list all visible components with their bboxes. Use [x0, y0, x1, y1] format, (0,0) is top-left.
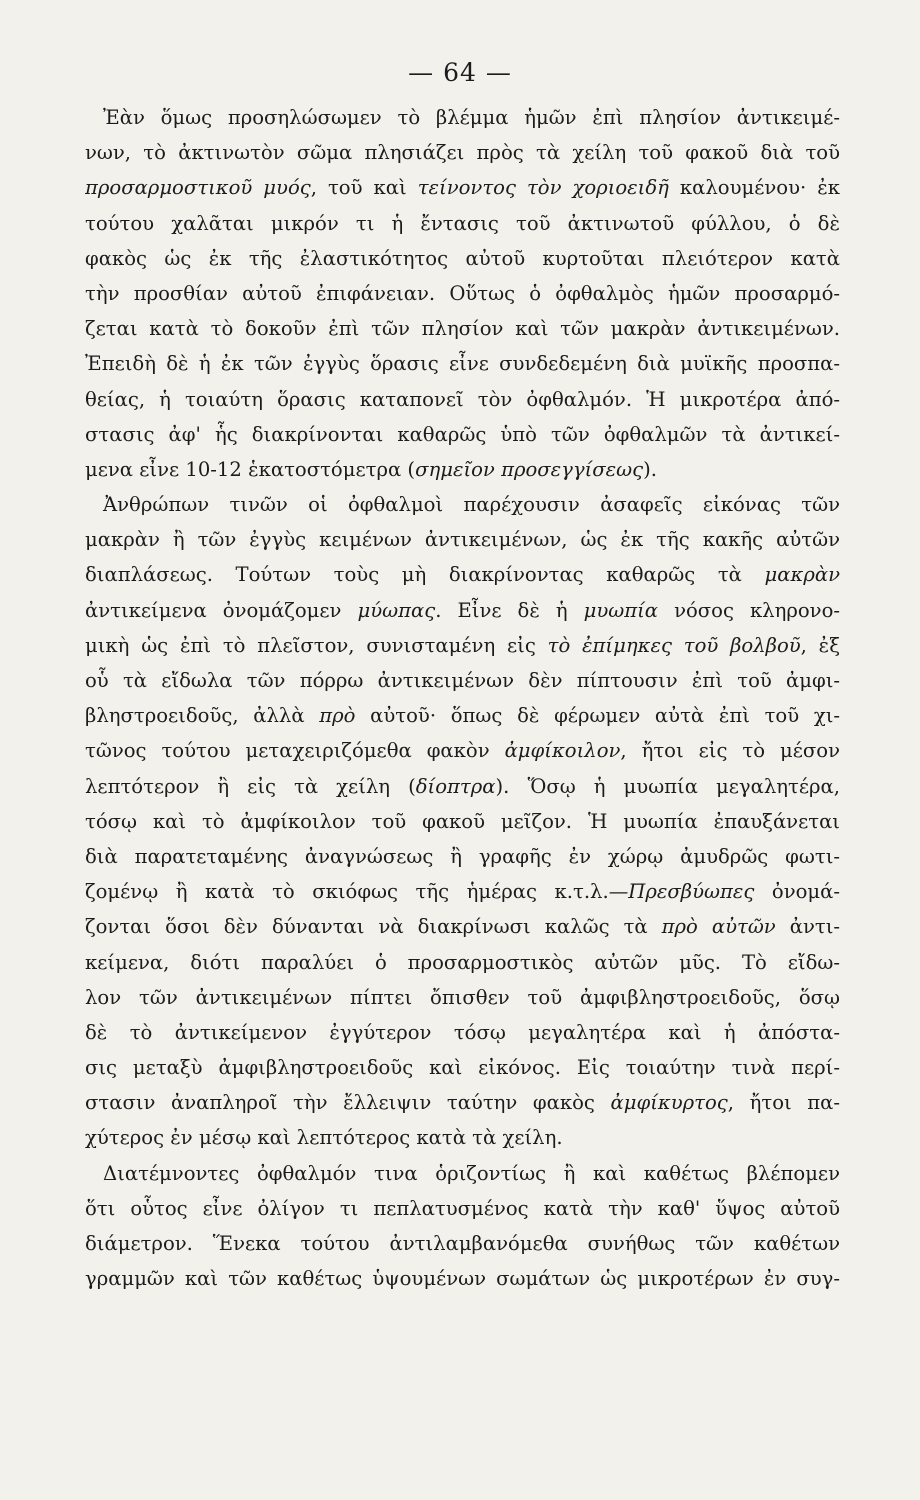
italic-term: τὸ ἐπίμηκες τοῦ βολβοῦ — [547, 633, 801, 657]
text-segment: στασιν ἀναπληροῖ τὴν ἔλλειψιν ταύτην φακὸς — [85, 1091, 611, 1115]
text-segment: Ἐὰν ὅμως προσηλώσωμεν τὸ βλέμμα ἡμῶν ἐπὶ πλησίον ἀντικειμέ- — [103, 106, 840, 129]
text-segment: διαπλάσεως. Τούτων τοὺς μὴ διακρίνοντας καθαρῶς τὰ — [85, 563, 765, 587]
text-line — [85, 980, 840, 1015]
italic-term: μακρὰν — [764, 563, 840, 587]
text-segment: ἀντικείμενα ὀνομάζομεν — [85, 598, 358, 622]
text-segment: τόσῳ καὶ τὸ ἀμφίκοιλον τοῦ φακοῦ μεῖζον. Ἡ μυωπία ἐπαυξάνεται — [85, 809, 840, 833]
italic-term: μύωπας — [357, 598, 436, 622]
text-line — [85, 1050, 840, 1085]
text-line — [85, 1015, 840, 1050]
text-segment: , ἤτοι πα- — [727, 1091, 840, 1115]
text-segment: θείας, ἡ τοιαύτη ὅρασις καταπονεῖ τὸν ὀφθαλμόν. Ἡ μικροτέρα ἀπό- — [85, 387, 840, 411]
text-segment: ζεται κατὰ τὸ δοκοῦν ἐπὶ τῶν πλησίον καὶ τῶν μακρὰν ἀντικειμένων. — [85, 317, 840, 341]
text-line — [85, 100, 840, 135]
page-number: — 64 — — [408, 58, 512, 87]
text-segment: τῶνος τούτου μεταχειριζόμεθα φακὸν — [85, 739, 505, 763]
text-segment: διάμετρον. Ἕνεκα τούτου ἀντιλαμβανόμεθα συνήθως τῶν καθέτων — [85, 1232, 840, 1255]
italic-term: προσαρμοστικοῦ μυός — [85, 176, 311, 200]
text-segment: Ἀνθρώπων τινῶν οἱ ὀφθαλμοὶ παρέχουσιν ἀσαφεῖς εἰκόνας τῶν — [103, 493, 840, 517]
text-segment: χύτερος ἐν μέσῳ καὶ λεπτότερος κατὰ τὰ χείλη. — [85, 1126, 563, 1150]
text-segment: . Εἶνε δὲ ἡ — [435, 598, 584, 622]
text-segment: ἀντι- — [775, 915, 840, 939]
text-line — [85, 839, 840, 874]
text-line — [85, 206, 840, 241]
text-segment: ὀνομά- — [754, 880, 840, 904]
text-line — [85, 733, 840, 768]
italic-term: σημεῖον προσεγγίσεως — [415, 457, 644, 481]
italic-term: ἀμφίκοιλον — [504, 739, 621, 763]
text-segment: δὲ τὸ ἀντικείμενον ἐγγύτερον τόσῳ μεγαλητέρα καὶ ἡ ἀπόστα- — [85, 1020, 840, 1044]
text-line — [85, 1156, 840, 1191]
text-line — [85, 593, 840, 628]
italic-term: Πρεσβύωπες — [628, 880, 755, 904]
text-segment: διὰ παρατεταμένης ἀναγνώσεως ἢ γραφῆς ἐν χώρῳ ἀμυδρῶς φωτι- — [85, 844, 840, 868]
text-line — [85, 487, 840, 522]
text-segment: , ἐξ — [800, 633, 840, 657]
text-segment: οὗ τὰ εἴδωλα τῶν πόρρω ἀντικειμένων δὲν πίπτουσιν ἐπὶ τοῦ ἀμφι- — [85, 669, 840, 692]
text-line — [85, 769, 840, 804]
text-segment: στασις ἀφ' ἧς διακρίνονται καθαρῶς ὑπὸ τῶν ὀφθαλμῶν τὰ ἀντικεί- — [85, 422, 840, 446]
text-segment: νόσος κληρονο- — [658, 598, 840, 622]
text-line — [85, 1191, 840, 1226]
text-line — [85, 241, 840, 276]
text-segment: τούτου χαλᾶται μικρόν τι ἡ ἔντασις τοῦ ἀκτινωτοῦ φύλλου, ὁ δὲ — [85, 211, 840, 235]
text-segment: λεπτότερον ἢ εἰς τὰ χείλη ( — [85, 774, 416, 798]
italic-term: ἀμφίκυρτος — [610, 1091, 728, 1115]
text-line — [85, 452, 840, 487]
text-segment: αὐτοῦ· ὅπως δὲ φέρωμεν αὐτὰ ἐπὶ τοῦ χι- — [355, 704, 840, 728]
italic-term: πρὸ αὐτῶν — [661, 915, 776, 939]
text-segment: , τοῦ καὶ — [310, 176, 418, 200]
text-segment: μακρὰν ἢ τῶν ἐγγὺς κειμένων ἀντικειμένων, ὡς ἐκ τῆς κακῆς αὐτῶν — [85, 528, 840, 552]
text-segment: Διατέμνοντες ὀφθαλμόν τινα ὁριζοντίως ἢ καὶ καθέτως βλέπομεν — [103, 1161, 840, 1185]
text-segment: ὅτι οὗτος εἶνε ὀλίγον τι πεπλατυσμένος κατὰ τὴν καθ' ὕψος αὐτοῦ — [85, 1196, 840, 1220]
text-line — [85, 874, 840, 909]
italic-term: δίοπτρα — [415, 774, 496, 798]
text-line — [85, 557, 840, 592]
text-line — [85, 1261, 840, 1296]
text-line — [85, 382, 840, 417]
text-segment: ζονται ὅσοι δὲν δύνανται νὰ διακρίνωσι καλῶς τὰ — [85, 915, 662, 939]
text-line — [85, 628, 840, 663]
text-segment: ζομένῳ ἢ κατὰ τὸ σκιόφως τῆς ἡμέρας κ.τ.λ.— — [85, 880, 629, 904]
text-line — [85, 909, 840, 944]
text-segment: νων, τὸ ἀκτινωτὸν σῶμα πλησιάζει πρὸς τὰ χείλη τοῦ φακοῦ διὰ τοῦ — [85, 141, 840, 165]
text-segment: ). Ὅσῳ ἡ μυωπία μεγαλητέρα, — [495, 774, 840, 798]
text-line — [85, 522, 840, 557]
text-line — [85, 663, 840, 698]
text-segment: τὴν προσθίαν αὐτοῦ ἐπιφάνειαν. Οὕτως ὁ ὀφθαλμὸς ἡμῶν προσαρμό- — [85, 281, 840, 305]
text-segment: Ἐπειδὴ δὲ ἡ ἐκ τῶν ἐγγὺς ὅρασις εἶνε συνδεδεμένη διὰ μυϊκῆς προσπα- — [85, 352, 840, 376]
text-segment: κείμενα, διότι παραλύει ὁ προσαρμοστικὸς αὐτῶν μῦς. Τὸ εἴδω- — [85, 950, 840, 974]
text-segment: γραμμῶν καὶ τῶν καθέτως ὑψουμένων σωμάτων ὡς μικροτέρων ἐν συγ- — [85, 1267, 840, 1291]
italic-term: πρὸ — [319, 704, 356, 728]
text-line — [85, 276, 840, 311]
text-segment: σις μεταξὺ ἀμφιβληστροειδοῦς καὶ εἰκόνος. Εἰς τοιαύτην τινὰ περί- — [85, 1056, 840, 1080]
text-line — [85, 170, 840, 205]
text-line — [85, 135, 840, 170]
text-segment: μενα εἶνε 10-12 ἑκατοστόμετρα ( — [85, 457, 416, 481]
text-line — [85, 346, 840, 381]
text-segment: λον τῶν ἀντικειμένων πίπτει ὄπισθεν τοῦ ἀμφιβληστροειδοῦς, ὅσῳ — [85, 985, 840, 1009]
text-segment: μικὴ ὡς ἐπὶ τὸ πλεῖστον, συνισταμένη εἰς — [85, 633, 548, 657]
text-line — [85, 945, 840, 980]
body-text — [85, 100, 840, 1296]
text-segment: , ἤτοι εἰς τὸ μέσον — [620, 739, 840, 763]
text-segment: καλουμένου· ἐκ — [668, 176, 840, 200]
italic-term: μυωπία — [583, 598, 659, 622]
text-line — [85, 698, 840, 733]
text-line — [85, 417, 840, 452]
text-line — [85, 804, 840, 839]
text-line — [85, 1120, 840, 1155]
italic-term: τείνοντος τὸν χοριοειδῆ — [417, 176, 669, 200]
text-segment: βληστροειδοῦς, ἀλλὰ — [85, 704, 320, 728]
text-segment: φακὸς ὡς ἐκ τῆς ἐλαστικότητος αὐτοῦ κυρτοῦται πλειότερον κατὰ — [85, 246, 840, 270]
text-line — [85, 1226, 840, 1261]
text-line — [85, 311, 840, 346]
text-segment: ). — [643, 457, 657, 481]
text-line — [85, 1085, 840, 1120]
